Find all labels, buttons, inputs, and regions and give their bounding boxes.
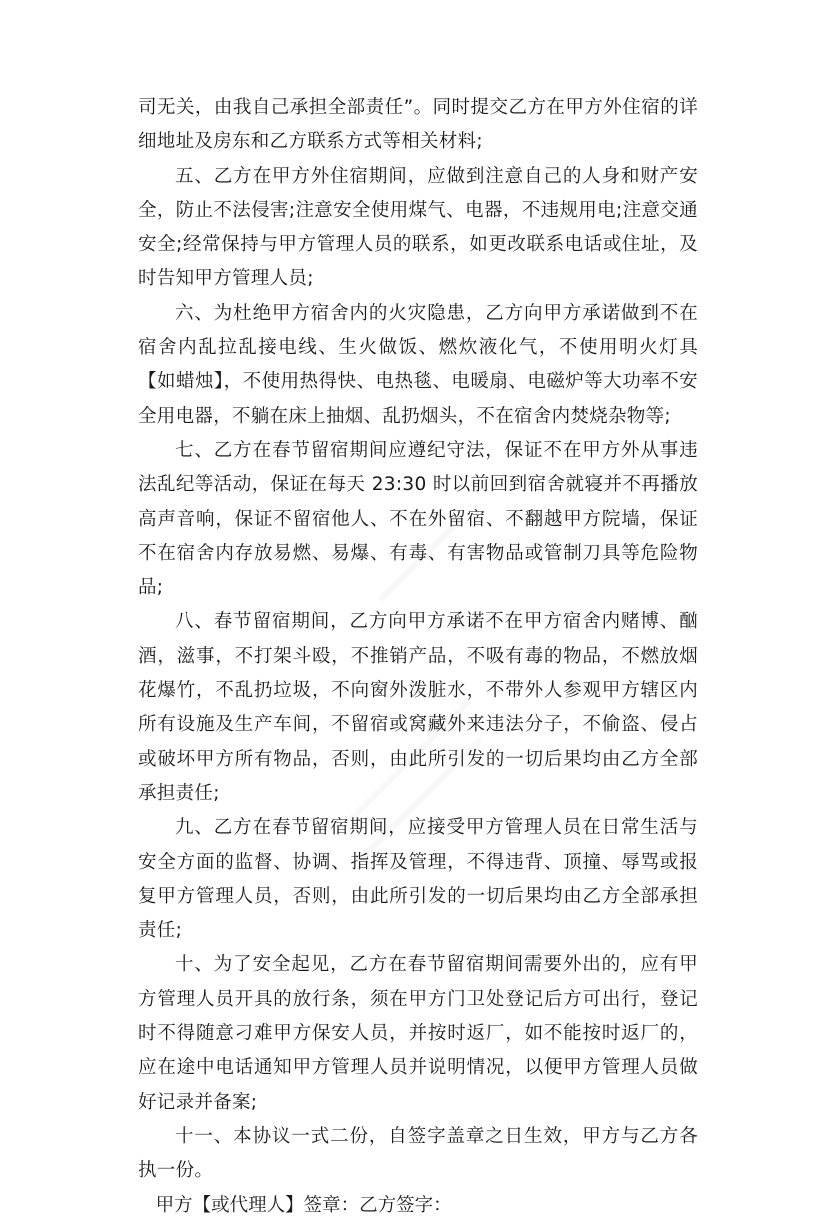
paragraph-clause-7: 七、乙方在春节留宿期间应遵纪守法，保证不在甲方外从事违法乱纪等活动，保证在每天 23:30 时以前回到宿舍就寝并不再播放高声音响，保证不留宿他人、不在外留宿、不翻越甲方院墙，保证不在宿舍内存放易燃、易爆、有毒、有害物品或管制刀具等危险物品; [138,439,698,599]
signature-line [138,1189,698,1223]
paragraph-clause-9: 九、乙方在春节留宿期间，应接受甲方管理人员在日常生活与安全方面的监督、协调、指挥及管理，不得违背、顶撞、辱骂或报复甲方管理人员，否则，由此所引发的一切后果均由乙方全部承担责任; [138,817,698,942]
paragraph-clause-11: 十一、本协议一式二份，自签字盖章之日生效，甲方与乙方各执一份。 [138,1125,698,1182]
document-body [138,91,698,1223]
paragraph-clause-8: 八、春节留宿期间，乙方向甲方承诺不在甲方宿舍内赌博、酗酒，滋事，不打架斗殴，不推销产品，不吸有毒的物品，不燃放烟花爆竹，不乱扔垃圾，不向窗外泼脏水，不带外人参观甲方辖区内所有设施及生产车间，不留宿或窝藏外来违法分子，不偷盗、侵占或破坏甲方所有物品，否则，由此所引发的一切后果均由乙方全部承担责任; [138,611,698,804]
paragraph-clause-10: 十、为了安全起见，乙方在春节留宿期间需要外出的，应有甲方管理人员开具的放行条，须在甲方门卫处登记后方可出行，登记时不得随意刁难甲方保安人员，并按时返厂，如不能按时返厂的，应在途中电话通知甲方管理人员并说明情况，以便甲方管理人员做好记录并备案; [138,954,698,1113]
paragraph-clause-5: 五、乙方在甲方外住宿期间，应做到注意自己的人身和财产安全，防止不法侵害;注意安全使用煤气、电器，不违规用电;注意交通安全;经常保持与甲方管理人员的联系，如更改联系电话或住址，及时告知甲方管理人员; [138,165,698,290]
signature-text: 甲方【或代理人】签章：乙方签字： [155,1194,452,1216]
paragraph-continued: 司无关，由我自己承担全部责任”。同时提交乙方在甲方外住宿的详细地址及房东和乙方联系方式等相关材料; [138,97,698,153]
paragraph-clause-6: 六、为杜绝甲方宿舍内的火灾隐患，乙方向甲方承诺做到不在宿舍内乱拉乱接电线、生火做饭、燃炊液化气，不使用明火灯具【如蜡烛】，不使用热得快、电热毯、电暖扇、电磁炉等大功率不安全用电器，不躺在床上抽烟、乱扔烟头，不在宿舍内焚烧杂物等; [138,302,698,427]
